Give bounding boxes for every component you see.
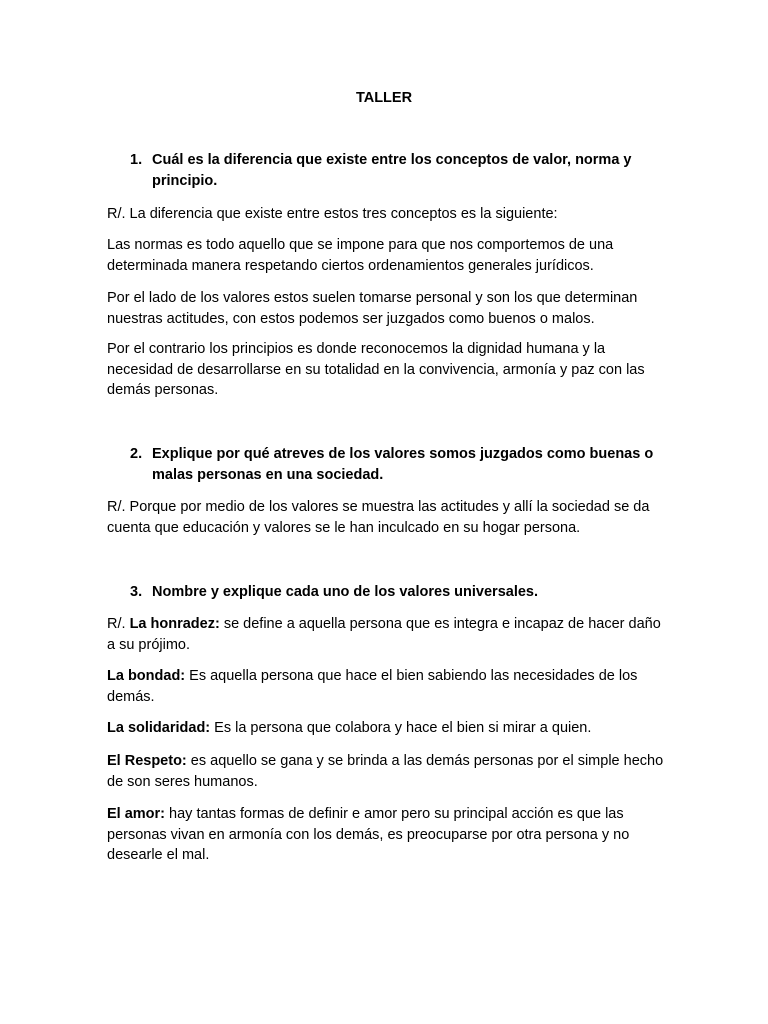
question-1-number: 1. bbox=[130, 152, 143, 168]
value-definition: Es aquella persona que hace el bien sabiendo las necesidades de los demás. bbox=[107, 668, 638, 705]
answer-3-prefix: R/. bbox=[107, 616, 130, 632]
question-3 bbox=[130, 582, 675, 603]
value-term: El amor: bbox=[107, 806, 166, 822]
value-definition: se define a aquella persona que es integra e incapaz de hacer daño a su prójimo. bbox=[107, 616, 661, 653]
value-term: El Respeto: bbox=[107, 753, 187, 769]
value-solidaridad bbox=[107, 718, 672, 739]
value-bondad bbox=[107, 666, 672, 707]
question-3-number: 3. bbox=[130, 584, 143, 600]
value-honradez bbox=[107, 614, 672, 655]
value-amor bbox=[107, 804, 672, 866]
question-1 bbox=[130, 150, 675, 191]
value-term: La solidaridad: bbox=[107, 720, 211, 736]
question-2 bbox=[130, 444, 675, 485]
document-title: TALLER bbox=[355, 90, 413, 106]
question-2-text: Explique por qué atreves de los valores somos juzgados como buenas o malas personas en una sociedad. bbox=[152, 446, 654, 483]
answer-1-intro: R/. La diferencia que existe entre estos tres conceptos es la siguiente: bbox=[107, 206, 558, 222]
answer-1-valores: Por el lado de los valores estos suelen tomarse personal y son los que determinan nuestras actitudes, con estos podemos ser juzgados como buenos o malos. bbox=[107, 290, 638, 327]
question-2-number: 2. bbox=[130, 446, 143, 462]
value-respeto bbox=[107, 751, 672, 792]
answer-1-normas: Las normas es todo aquello que se impone para que nos comportemos de una determinada manera respetando ciertos ordenamientos generales jurídicos. bbox=[107, 237, 614, 274]
question-1-text: Cuál es la diferencia que existe entre los conceptos de valor, norma y principio. bbox=[152, 152, 632, 189]
value-definition: es aquello se gana y se brinda a las demás personas por el simple hecho de son seres humanos. bbox=[107, 753, 664, 790]
value-term: La honradez: bbox=[129, 616, 220, 632]
value-definition: Es la persona que colabora y hace el bien si mirar a quien. bbox=[210, 720, 592, 736]
answer-1-principios: Por el contrario los principios es donde reconocemos la dignidad humana y la necesidad de desarrollarse en su totalidad en la convivencia, armonía y paz con las demás personas. bbox=[107, 341, 645, 398]
answer-2-text: R/. Porque por medio de los valores se muestra las actitudes y allí la sociedad se da cuenta que educación y valores se le han inculcado en su hogar persona. bbox=[107, 499, 650, 536]
value-definition: hay tantas formas de definir e amor pero su principal acción es que las personas vivan en armonía con los demás, es preocuparse por otra persona y no desearle el mal. bbox=[107, 806, 630, 863]
question-3-text: Nombre y explique cada uno de los valores universales. bbox=[152, 584, 539, 600]
value-term: La bondad: bbox=[107, 668, 186, 684]
